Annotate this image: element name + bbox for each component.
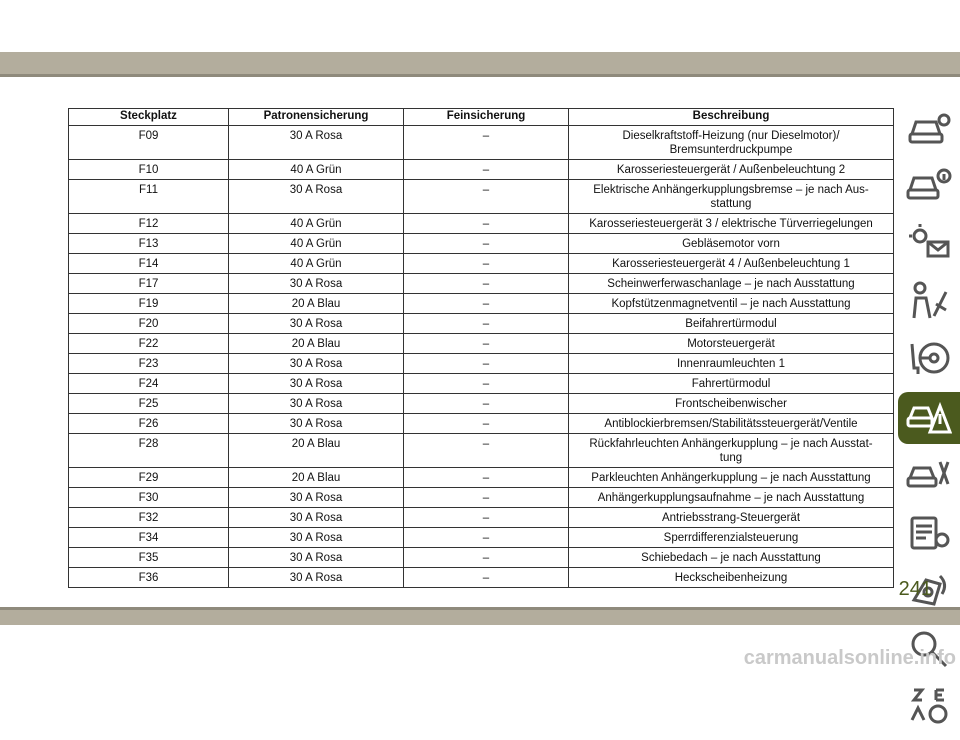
- description-line: Motorsteuergerät: [687, 338, 775, 350]
- cell-cartridge: 30 A Rosa: [229, 274, 404, 294]
- cell-description: [569, 294, 894, 314]
- table-row: [69, 528, 894, 548]
- table-row: [69, 414, 894, 434]
- table-row: [69, 548, 894, 568]
- column-header-slot: Steckplatz: [69, 109, 229, 126]
- cell-description: [569, 568, 894, 588]
- sidebar-tab-warning-light[interactable]: [898, 218, 960, 270]
- steering-wheel-icon: [906, 338, 952, 383]
- cell-cartridge: 20 A Blau: [229, 434, 404, 468]
- cell-mini: –: [404, 160, 569, 180]
- cell-mini: –: [404, 234, 569, 254]
- cell-description: [569, 508, 894, 528]
- cell-cartridge: 30 A Rosa: [229, 528, 404, 548]
- cell-cartridge: 30 A Rosa: [229, 374, 404, 394]
- header-band-rule: [0, 74, 960, 77]
- cell-mini: –: [404, 394, 569, 414]
- cell-cartridge: 30 A Rosa: [229, 414, 404, 434]
- cell-slot: F32: [69, 508, 229, 528]
- cell-description: [569, 394, 894, 414]
- cell-mini: –: [404, 274, 569, 294]
- table-row: [69, 508, 894, 528]
- description-line: Innenraumleuchten 1: [676, 358, 786, 370]
- column-header-description: Beschreibung: [569, 109, 894, 126]
- cell-slot: F29: [69, 468, 229, 488]
- sidebar-tab-car-maintenance[interactable]: [898, 450, 960, 502]
- cell-cartridge: 30 A Rosa: [229, 568, 404, 588]
- cell-mini: –: [404, 548, 569, 568]
- table-row: [69, 334, 894, 354]
- sidebar-tab-car-info[interactable]: [898, 160, 960, 212]
- table-row: [69, 488, 894, 508]
- cell-description: [569, 126, 894, 160]
- column-header-cartridge: Patronensicherung: [229, 109, 404, 126]
- table-row: [69, 254, 894, 274]
- description-line: stattung: [710, 198, 752, 210]
- cell-slot: F28: [69, 434, 229, 468]
- cell-cartridge: 40 A Grün: [229, 214, 404, 234]
- language-index-icon: [906, 686, 952, 731]
- description-line: Dieselkraftstoff-Heizung (nur Dieselmotor)/: [622, 130, 840, 142]
- cell-cartridge: 30 A Rosa: [229, 548, 404, 568]
- description-line: Parkleuchten Anhängerkupplung – je nach Ausstattung: [591, 472, 871, 484]
- description-line: Anhängerkupplungsaufnahme – je nach Ausstattung: [597, 492, 865, 504]
- cell-slot: F36: [69, 568, 229, 588]
- cell-cartridge: 30 A Rosa: [229, 354, 404, 374]
- description-line: Sperrdifferenzialsteuerung: [663, 532, 799, 544]
- table-row: [69, 126, 894, 160]
- table-row: [69, 180, 894, 214]
- description-line: Heckscheibenheizung: [674, 572, 788, 584]
- description-line: Antiblockierbremsen/Stabilitätssteuergerät/Ventile: [604, 418, 858, 430]
- cell-description: [569, 374, 894, 394]
- table-header-row: [69, 109, 894, 126]
- fuse-table: [68, 108, 894, 588]
- cell-mini: –: [404, 508, 569, 528]
- cell-slot: F17: [69, 274, 229, 294]
- description-line: Schiebedach – je nach Ausstattung: [641, 552, 821, 564]
- table-row: [69, 234, 894, 254]
- table-row: [69, 294, 894, 314]
- description-line: Karosseriesteuergerät / Außenbeleuchtung 2: [616, 164, 846, 176]
- page-number: 241: [898, 578, 932, 600]
- description-line: Gebläsemotor vorn: [682, 238, 780, 250]
- cell-slot: F26: [69, 414, 229, 434]
- sidebar-tab-language-index[interactable]: [898, 682, 960, 734]
- cell-slot: F20: [69, 314, 229, 334]
- cell-description: [569, 274, 894, 294]
- cell-mini: –: [404, 374, 569, 394]
- table-row: [69, 160, 894, 180]
- description-line: Fahrertürmodul: [691, 378, 771, 390]
- cell-description: [569, 214, 894, 234]
- cell-description: [569, 180, 894, 214]
- cell-mini: –: [404, 354, 569, 374]
- car-info-icon: [906, 164, 952, 209]
- cell-slot: F22: [69, 334, 229, 354]
- table-row: [69, 274, 894, 294]
- cell-slot: F13: [69, 234, 229, 254]
- column-header-mini: Feinsicherung: [404, 109, 569, 126]
- cell-cartridge: 30 A Rosa: [229, 314, 404, 334]
- description-line: Rückfahrleuchten Anhängerkupplung – je nach Ausstat-: [589, 438, 873, 450]
- sidebar-tab-car-key[interactable]: [898, 102, 960, 154]
- cell-cartridge: 40 A Grün: [229, 254, 404, 274]
- cell-slot: F14: [69, 254, 229, 274]
- table-row: [69, 434, 894, 468]
- cell-description: [569, 234, 894, 254]
- table-row: [69, 354, 894, 374]
- description-line: Antriebsstrang-Steuergerät: [661, 512, 801, 524]
- cell-mini: –: [404, 126, 569, 160]
- sidebar-tab-specifications[interactable]: [898, 508, 960, 560]
- table-row: [69, 568, 894, 588]
- sidebar-tab-emergency-triangle[interactable]: [898, 392, 960, 444]
- sidebar-tab-seatbelt-airbag[interactable]: [898, 276, 960, 328]
- cell-slot: F24: [69, 374, 229, 394]
- cell-description: [569, 548, 894, 568]
- cell-cartridge: 20 A Blau: [229, 294, 404, 314]
- cell-description: [569, 254, 894, 274]
- cell-description: [569, 434, 894, 468]
- cell-slot: F12: [69, 214, 229, 234]
- cell-slot: F10: [69, 160, 229, 180]
- cell-description: [569, 314, 894, 334]
- cell-slot: F35: [69, 548, 229, 568]
- description-line: Frontscheibenwischer: [675, 398, 787, 410]
- cell-cartridge: 30 A Rosa: [229, 394, 404, 414]
- cell-mini: –: [404, 334, 569, 354]
- cell-slot: F23: [69, 354, 229, 374]
- table-row: [69, 314, 894, 334]
- cell-mini: –: [404, 214, 569, 234]
- seatbelt-airbag-icon: [906, 280, 952, 325]
- specifications-icon: [906, 512, 952, 557]
- cell-cartridge: 30 A Rosa: [229, 180, 404, 214]
- cell-mini: –: [404, 414, 569, 434]
- cell-cartridge: 30 A Rosa: [229, 488, 404, 508]
- cell-slot: F25: [69, 394, 229, 414]
- warning-light-icon: [906, 222, 952, 267]
- cell-description: [569, 414, 894, 434]
- cell-description: [569, 160, 894, 180]
- description-line: Bremsunterdruckpumpe: [669, 144, 793, 156]
- cell-description: [569, 354, 894, 374]
- cell-cartridge: 20 A Blau: [229, 334, 404, 354]
- watermark-text: carmanualsonline.info: [743, 647, 956, 669]
- header-band: [0, 52, 960, 74]
- cell-mini: –: [404, 434, 569, 468]
- cell-description: [569, 468, 894, 488]
- cell-slot: F34: [69, 528, 229, 548]
- cell-slot: F30: [69, 488, 229, 508]
- description-line: Elektrische Anhängerkupplungsbremse – je nach Aus-: [593, 184, 869, 196]
- footer-band: [0, 610, 960, 625]
- cell-description: [569, 334, 894, 354]
- description-line: Beifahrertürmodul: [685, 318, 777, 330]
- description-line: Kopfstützenmagnetventil – je nach Ausstattung: [611, 298, 851, 310]
- cell-cartridge: 20 A Blau: [229, 468, 404, 488]
- description-line: Karosseriesteuergerät 3 / elektrische Türverriegelungen: [589, 218, 873, 230]
- cell-cartridge: 30 A Rosa: [229, 508, 404, 528]
- cell-slot: F11: [69, 180, 229, 214]
- cell-cartridge: 40 A Grün: [229, 234, 404, 254]
- table-row: [69, 374, 894, 394]
- cell-mini: –: [404, 294, 569, 314]
- cell-description: [569, 528, 894, 548]
- description-line: Karosseriesteuergerät 4 / Außenbeleuchtung 1: [612, 258, 850, 270]
- cell-mini: –: [404, 488, 569, 508]
- car-key-icon: [906, 106, 952, 151]
- table-body: [69, 126, 894, 588]
- cell-mini: –: [404, 468, 569, 488]
- cell-description: [569, 488, 894, 508]
- cell-mini: –: [404, 568, 569, 588]
- chapter-sidebar: [898, 102, 960, 740]
- emergency-triangle-icon: [906, 396, 952, 441]
- description-line: Scheinwerferwaschanlage – je nach Ausstattung: [607, 278, 855, 290]
- cell-mini: –: [404, 528, 569, 548]
- table-row: [69, 394, 894, 414]
- cell-mini: –: [404, 254, 569, 274]
- cell-cartridge: 30 A Rosa: [229, 126, 404, 160]
- table-row: [69, 468, 894, 488]
- cell-mini: –: [404, 180, 569, 214]
- car-maintenance-icon: [906, 454, 952, 499]
- cell-slot: F19: [69, 294, 229, 314]
- description-line: tung: [719, 452, 743, 464]
- cell-cartridge: 40 A Grün: [229, 160, 404, 180]
- table-row: [69, 214, 894, 234]
- sidebar-tab-steering-wheel[interactable]: [898, 334, 960, 386]
- cell-slot: F09: [69, 126, 229, 160]
- cell-mini: –: [404, 314, 569, 334]
